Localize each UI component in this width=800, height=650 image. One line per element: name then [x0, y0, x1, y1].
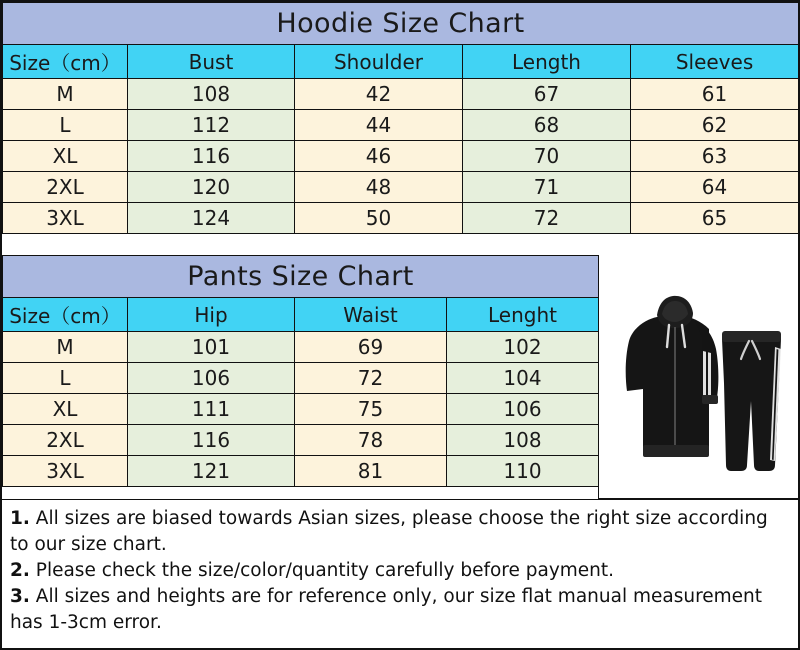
notes-section: [2, 499, 798, 648]
cell-shoulder: 44: [295, 110, 463, 141]
cell-size: M: [3, 79, 128, 110]
cell-hip: 121: [128, 456, 295, 487]
cell-length: 106: [447, 394, 599, 425]
table-row: [3, 203, 799, 234]
tracksuit-illustration: [599, 255, 798, 499]
hoodie-header-size: Size（cm）: [3, 45, 128, 79]
table-row: [3, 363, 599, 394]
hoodie-size-chart: [2, 2, 798, 234]
cell-length: 102: [447, 332, 599, 363]
cell-hip: 116: [128, 425, 295, 456]
hoodie-title: Hoodie Size Chart: [3, 3, 799, 45]
cell-bust: 116: [128, 141, 295, 172]
cell-waist: 81: [295, 456, 447, 487]
note-3-text: All sizes and heights are for reference only, our size flat manual measurement has 1-3cm error.: [10, 586, 763, 633]
note-3: [10, 584, 790, 636]
note-1: [10, 506, 790, 558]
cell-shoulder: 46: [295, 141, 463, 172]
pants-title-row: [3, 256, 599, 298]
cell-bust: 120: [128, 172, 295, 203]
cell-size: L: [3, 110, 128, 141]
cell-length: 67: [463, 79, 631, 110]
cell-waist: 78: [295, 425, 447, 456]
cell-hip: 111: [128, 394, 295, 425]
cell-hip: 106: [128, 363, 295, 394]
pants-title: Pants Size Chart: [3, 256, 599, 298]
pants-header-length: Lenght: [447, 298, 599, 332]
cell-size: XL: [3, 141, 128, 172]
cell-bust: 112: [128, 110, 295, 141]
cell-shoulder: 48: [295, 172, 463, 203]
cell-hip: 101: [128, 332, 295, 363]
cell-length: 72: [463, 203, 631, 234]
cell-sleeves: 61: [631, 79, 799, 110]
cell-sleeves: 65: [631, 203, 799, 234]
hoodie-header-sleeves: Sleeves: [631, 45, 799, 79]
hoodie-header-shoulder: Shoulder: [295, 45, 463, 79]
note-3-number: 3.: [10, 586, 30, 607]
cell-length: 108: [447, 425, 599, 456]
cell-bust: 108: [128, 79, 295, 110]
table-row: [3, 456, 599, 487]
cell-waist: 69: [295, 332, 447, 363]
cell-sleeves: 64: [631, 172, 799, 203]
note-1-text: All sizes are biased towards Asian sizes, please choose the right size according to our size chart.: [10, 508, 768, 555]
hoodie-header-bust: Bust: [128, 45, 295, 79]
hoodie-table: [2, 2, 799, 234]
pants-header-row: [3, 298, 599, 332]
cell-bust: 124: [128, 203, 295, 234]
product-photo: [598, 255, 798, 499]
table-row: [3, 425, 599, 456]
note-2-text: Please check the size/color/quantity carefully before payment.: [29, 560, 615, 581]
hoodie-header-row: [3, 45, 799, 79]
table-row: [3, 332, 599, 363]
table-row: [3, 172, 799, 203]
cell-length: 110: [447, 456, 599, 487]
pants-header-waist: Waist: [295, 298, 447, 332]
hoodie-title-row: [3, 3, 799, 45]
note-2: [10, 558, 790, 584]
cell-waist: 75: [295, 394, 447, 425]
cell-length: 71: [463, 172, 631, 203]
pants-table: [2, 255, 599, 487]
cell-sleeves: 62: [631, 110, 799, 141]
cell-length: 70: [463, 141, 631, 172]
pants-size-chart: [2, 255, 598, 487]
table-row: [3, 110, 799, 141]
table-row: [3, 79, 799, 110]
pants-header-hip: Hip: [128, 298, 295, 332]
cell-length: 104: [447, 363, 599, 394]
note-2-number: 2.: [10, 560, 30, 581]
hoodie-header-length: Length: [463, 45, 631, 79]
cell-size: 2XL: [3, 172, 128, 203]
cell-shoulder: 42: [295, 79, 463, 110]
cell-size: 3XL: [3, 456, 128, 487]
cell-size: 2XL: [3, 425, 128, 456]
cell-sleeves: 63: [631, 141, 799, 172]
cell-size: L: [3, 363, 128, 394]
cell-size: M: [3, 332, 128, 363]
note-1-number: 1.: [10, 508, 30, 529]
pants-header-size: Size（cm）: [3, 298, 128, 332]
table-row: [3, 141, 799, 172]
table-row: [3, 394, 599, 425]
cell-shoulder: 50: [295, 203, 463, 234]
cell-size: 3XL: [3, 203, 128, 234]
cell-waist: 72: [295, 363, 447, 394]
cell-length: 68: [463, 110, 631, 141]
cell-size: XL: [3, 394, 128, 425]
